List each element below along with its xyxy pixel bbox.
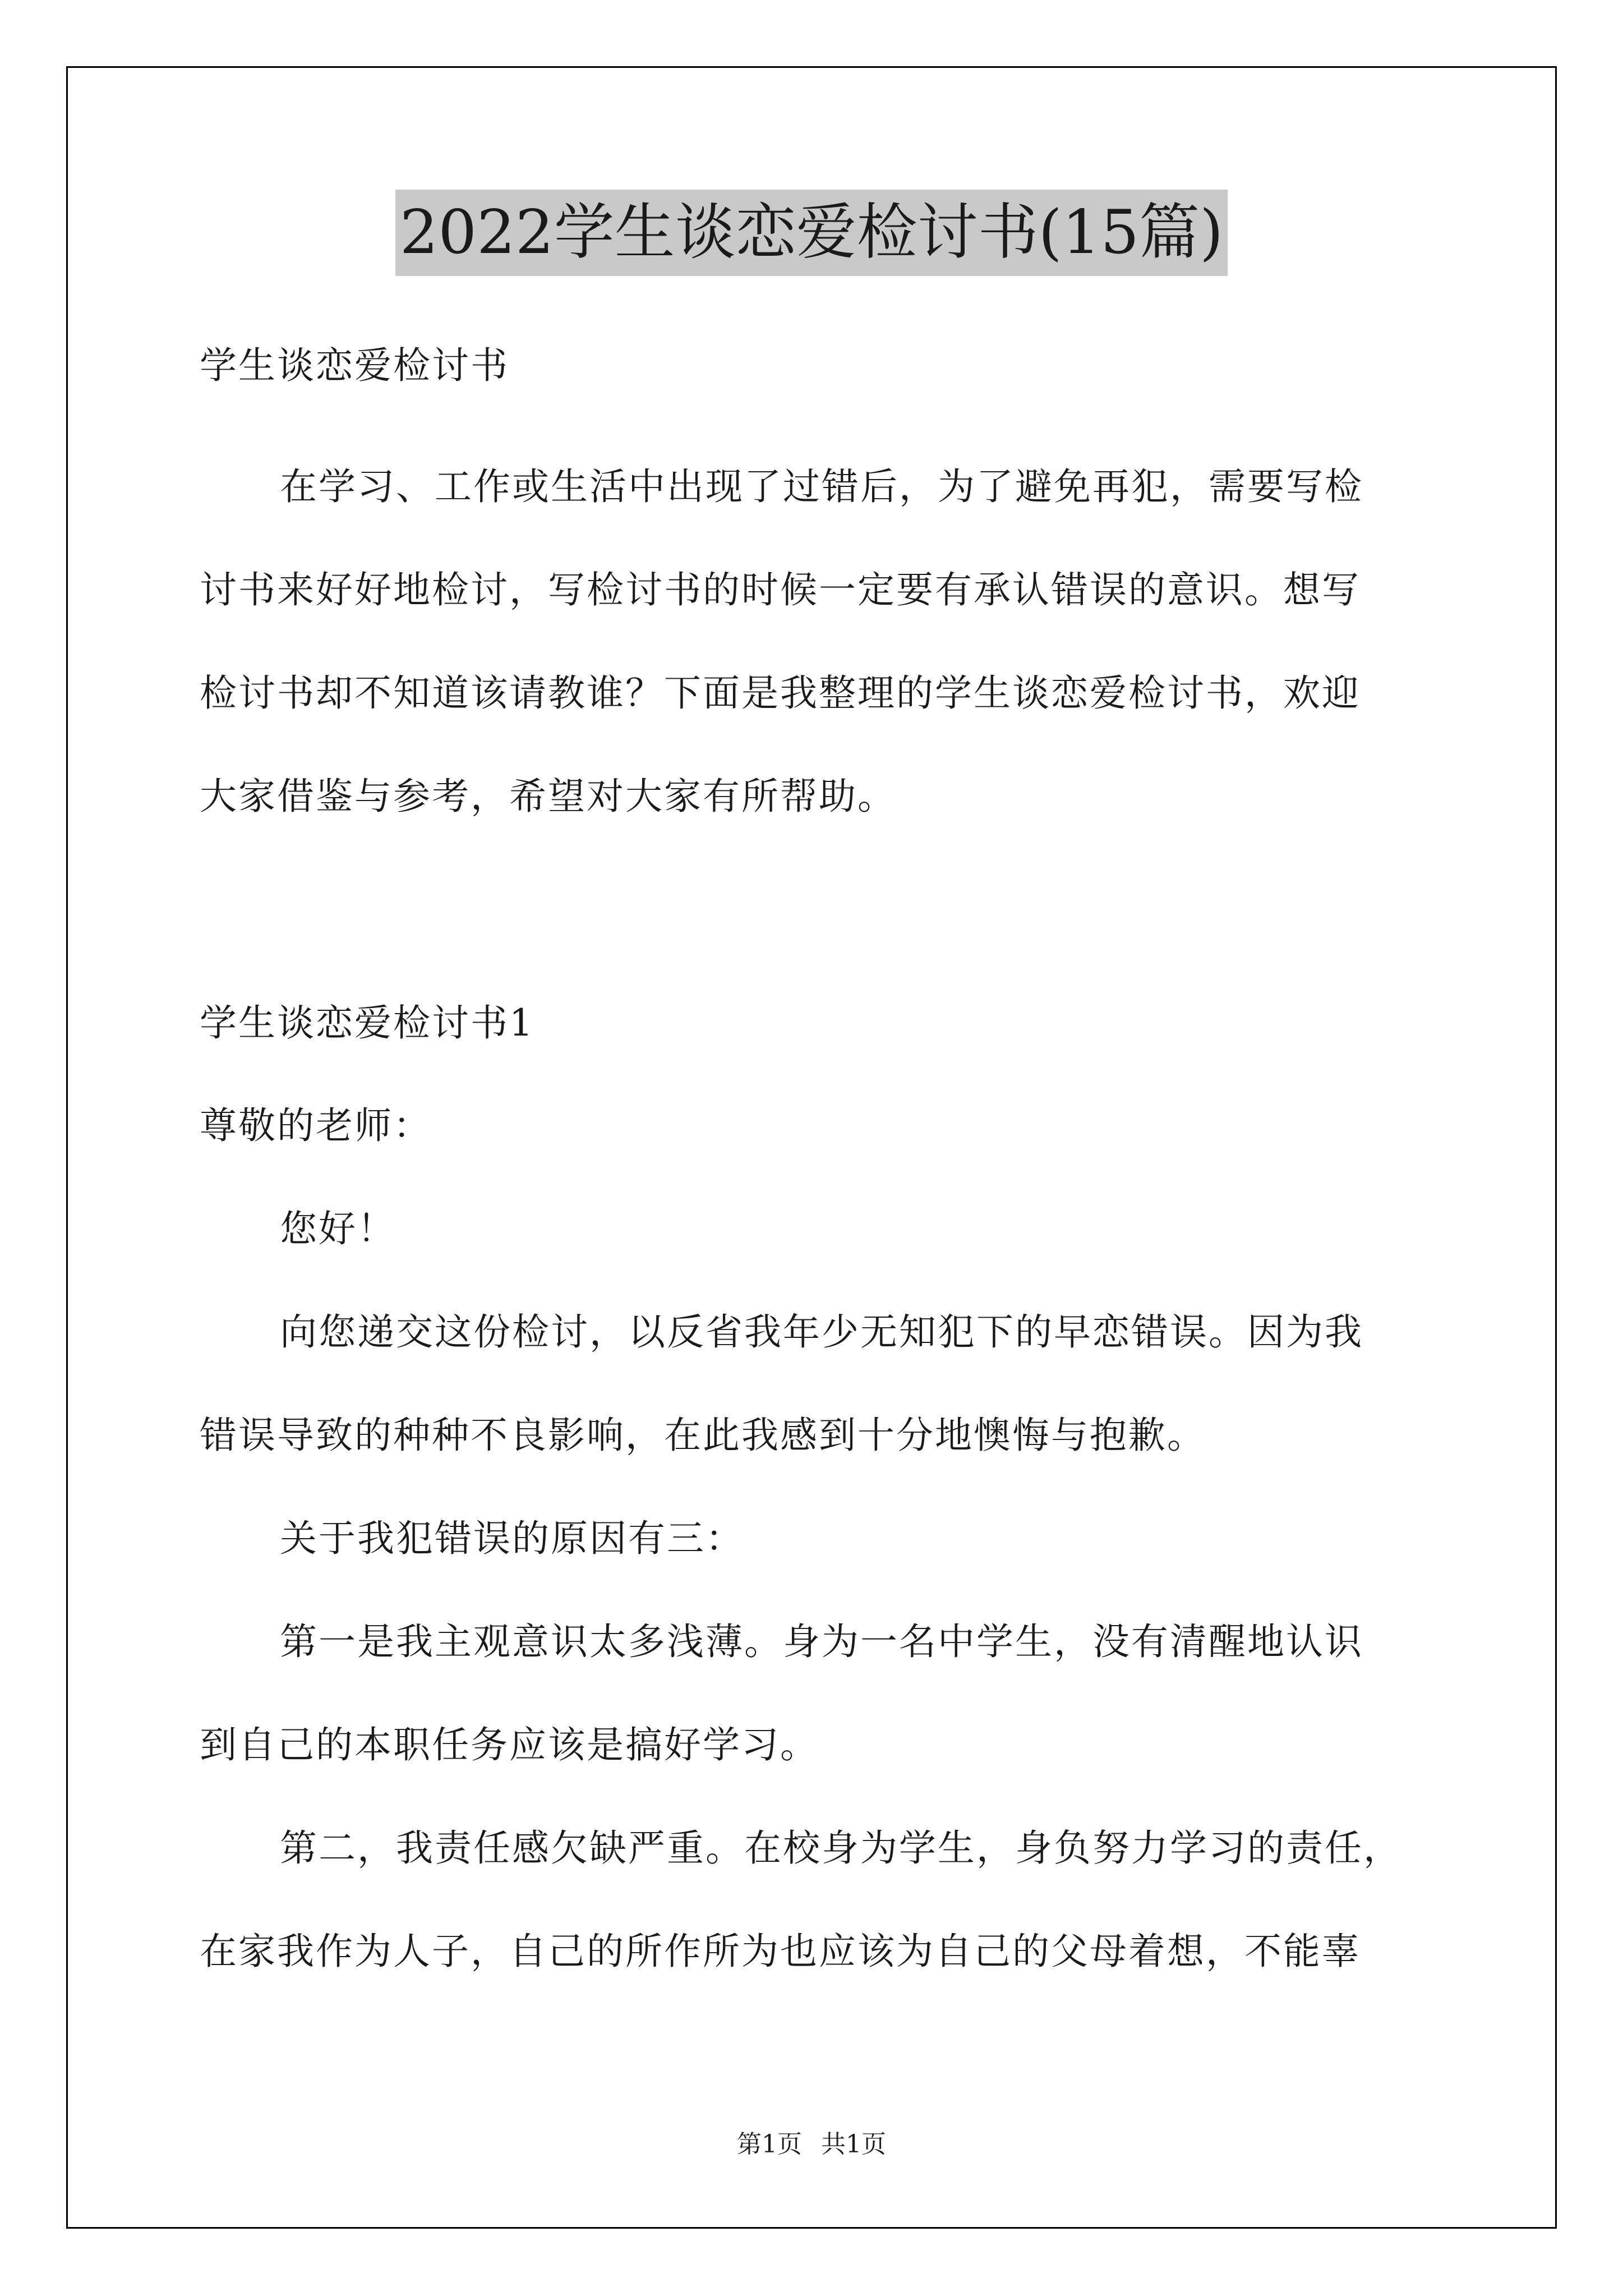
paragraph-line: 讨书来好好地检讨，写检讨书的时候一定要有承认错误的意识。想写 xyxy=(200,568,1361,611)
paragraph-line: 第一是我主观意识太多浅薄。身为一名中学生，没有清醒地认识 xyxy=(280,1620,1363,1663)
salutation: 尊敬的老师： xyxy=(200,1104,432,1147)
page-footer xyxy=(0,2129,1623,2160)
paragraph-line: 在学习、工作或生活中出现了过错后，为了避免再犯，需要写检 xyxy=(280,465,1363,508)
paragraph-line: 错误导致的种种不良影响，在此我感到十分地懊悔与抱歉。 xyxy=(200,1414,1206,1457)
title-container xyxy=(0,190,1623,276)
page-number: 第1页 xyxy=(737,2130,802,2159)
greeting: 您好！ xyxy=(280,1207,396,1250)
section-heading: 学生谈恋爱检讨书 xyxy=(200,344,509,387)
paragraph-line: 向您递交这份检讨，以反省我年少无知犯下的早恋错误。因为我 xyxy=(280,1310,1363,1354)
section-heading: 学生谈恋爱检讨书1 xyxy=(200,1001,534,1045)
paragraph-line: 检讨书却不知道该请教谁？下面是我整理的学生谈恋爱检讨书，欢迎 xyxy=(200,671,1361,715)
page-total: 共1页 xyxy=(821,2130,886,2159)
paragraph-line: 到自己的本职任务应该是搞好学习。 xyxy=(200,1723,819,1766)
paragraph-line: 在家我作为人子，自己的所作所为也应该为自己的父母着想，不能辜 xyxy=(200,1930,1361,1973)
paragraph-line: 大家借鉴与参考，希望对大家有所帮助。 xyxy=(200,775,896,818)
document-title: 2022学生谈恋爱检讨书(15篇) xyxy=(395,190,1228,276)
paragraph-line: 关于我犯错误的原因有三： xyxy=(280,1517,744,1560)
paragraph-line: 第二，我责任感欠缺严重。在校身为学生，身负努力学习的责任， xyxy=(280,1826,1402,1870)
